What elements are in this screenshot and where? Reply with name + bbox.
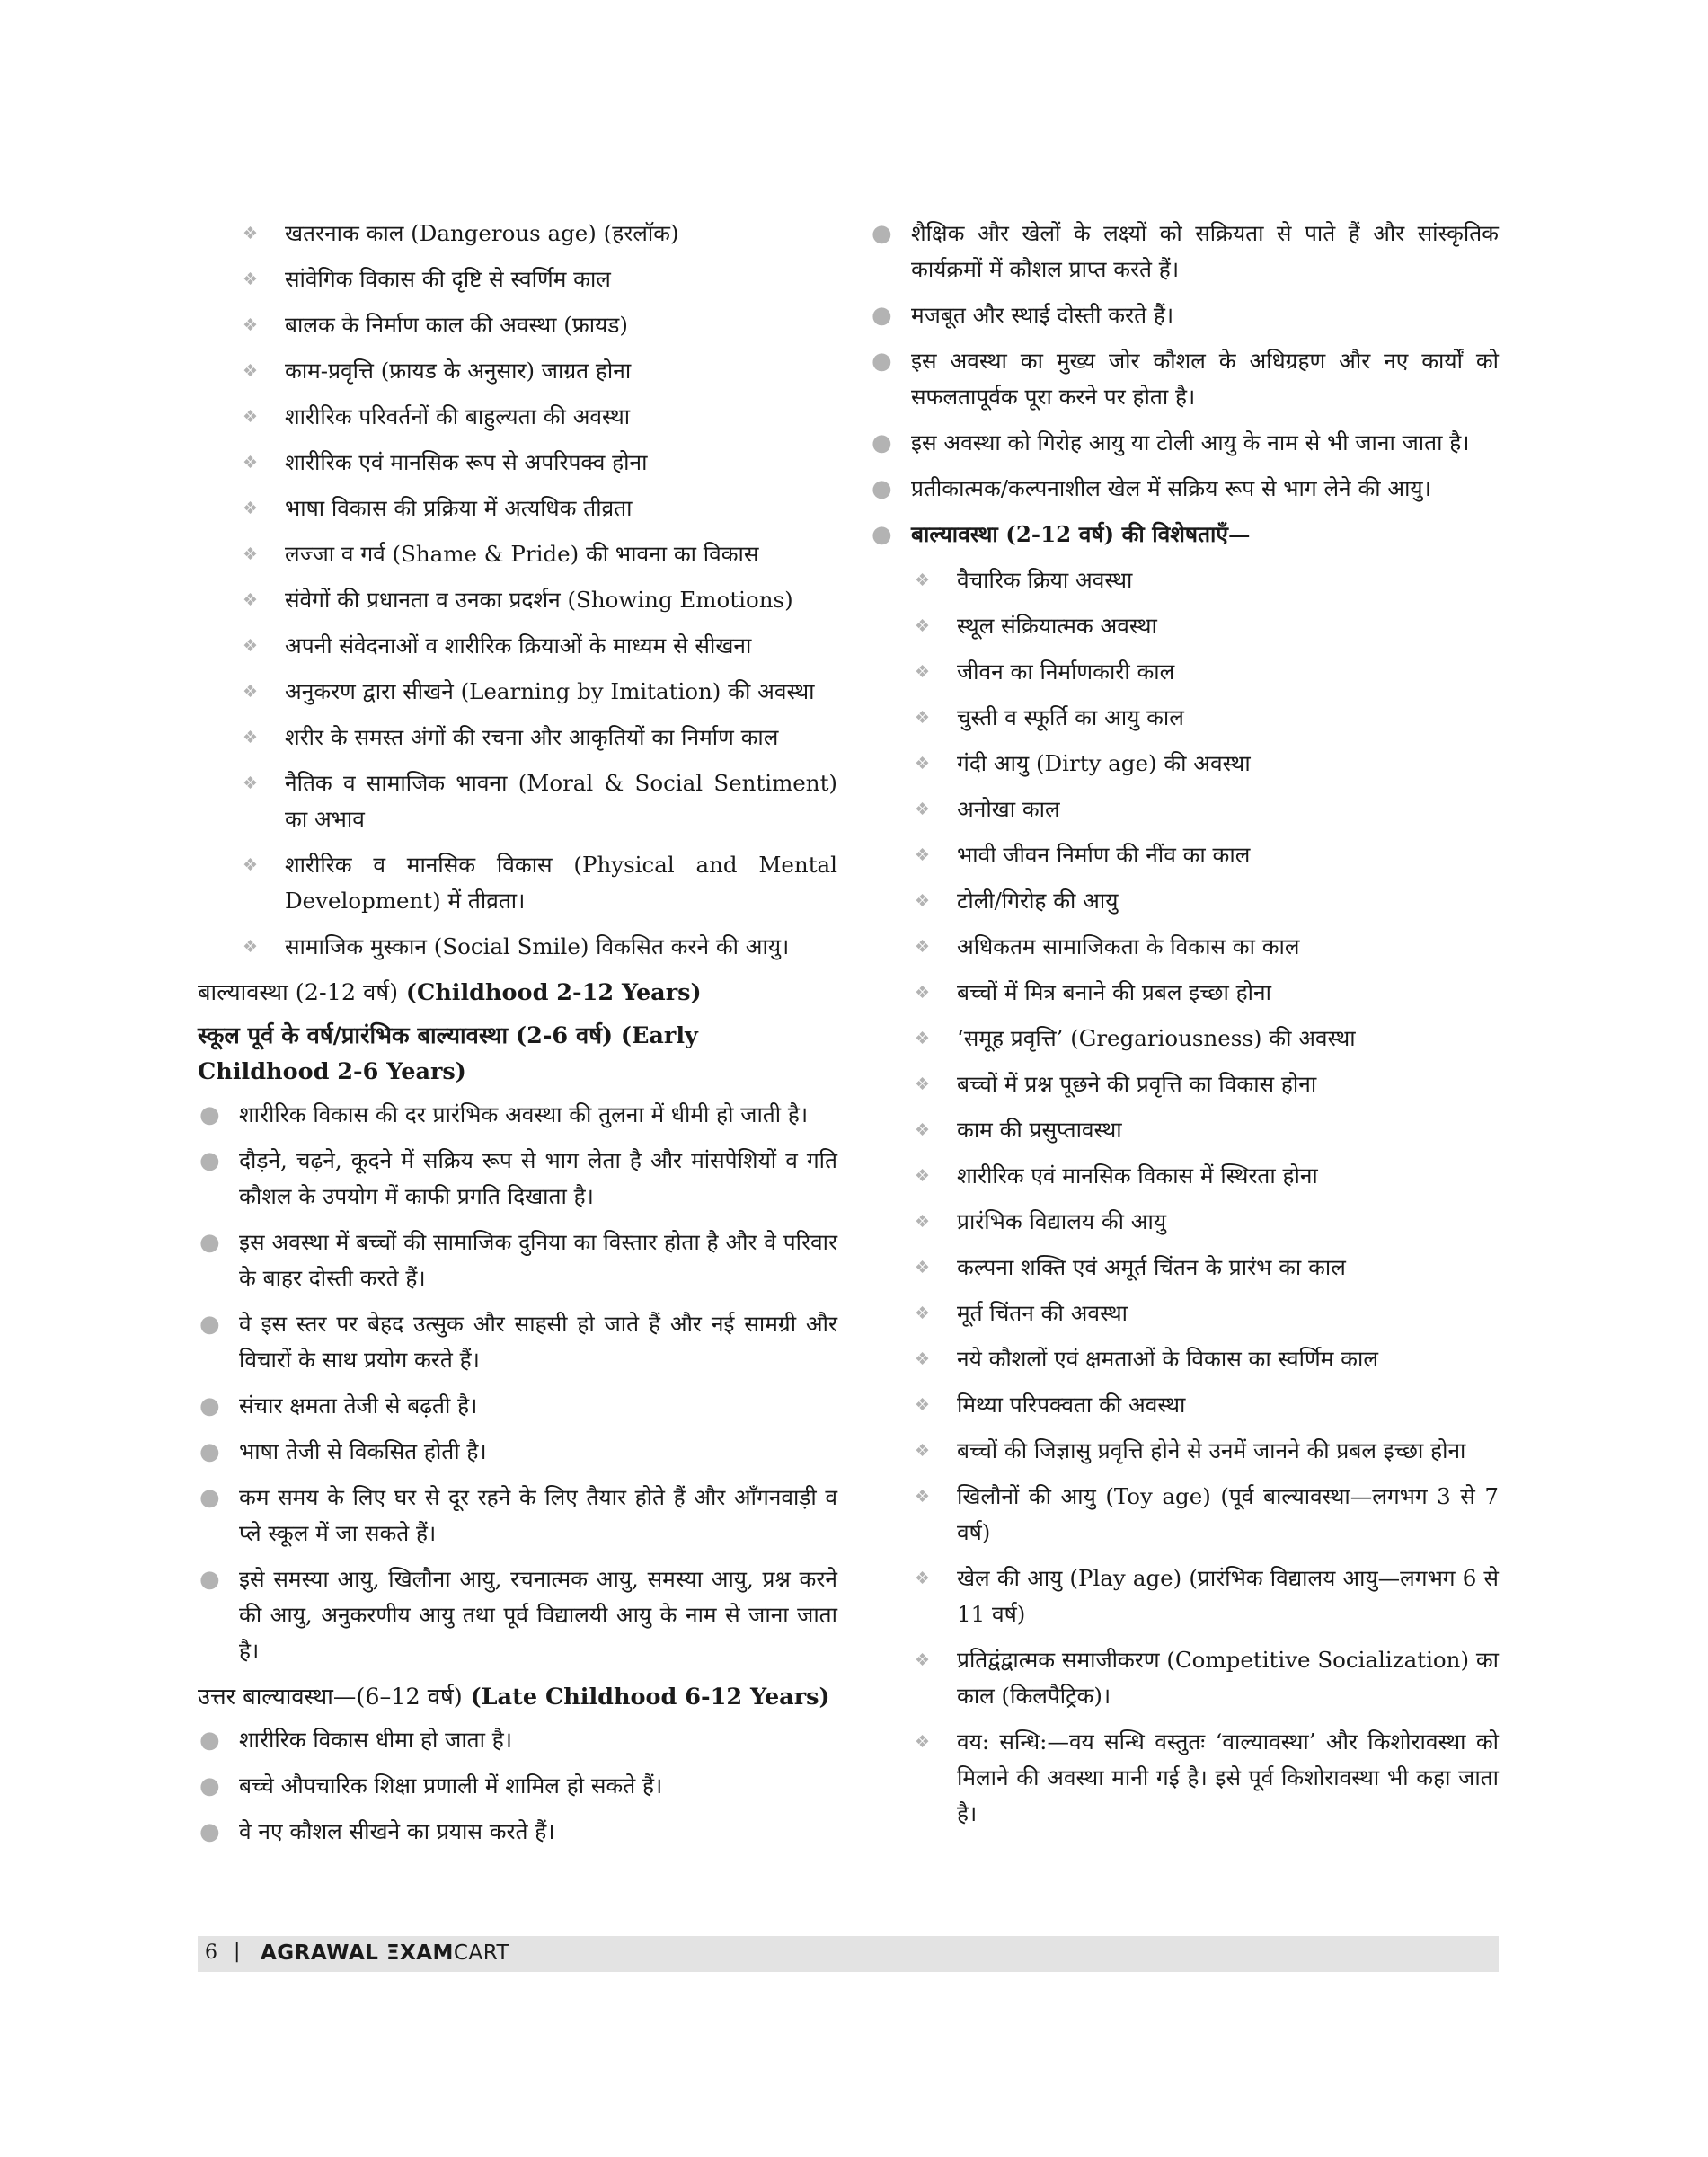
list-item (198, 674, 837, 710)
diamond-bullet-icon: ❖ (915, 800, 931, 819)
list-item-text: इस अवस्था का मुख्य जोर कौशल के अधिग्रहण और नए कार्यों को सफलतापूर्वक पूरा करने पर होता है। (911, 348, 1499, 410)
list-item-text: संवेगों की प्रधानता व उनका प्रदर्शन (Showing Emotions) (285, 587, 793, 613)
list-item (870, 700, 1499, 736)
list-item (870, 837, 1499, 873)
list-item (198, 353, 837, 389)
list-item (198, 1097, 837, 1133)
diamond-bullet-icon: ❖ (243, 407, 259, 427)
dot-bullet-icon: ● (872, 521, 892, 548)
list-item (198, 307, 837, 343)
list-item (870, 1724, 1499, 1832)
list-item (870, 1158, 1499, 1194)
list-item (198, 1480, 837, 1551)
list-item-text: दौड़ने, चढ़ने, कूदने में सक्रिय रूप से भाग लेता है और मांसपेशियों व गति कौशल के उपयोग में काफी प्रगति दिखाता है। (239, 1147, 837, 1209)
diamond-bullet-icon: ❖ (915, 616, 931, 636)
list-item-text: जीवन का निर्माणकारी काल (957, 659, 1175, 685)
publisher-logo-bold: AGRAWAL ΞXAM (261, 1941, 454, 1965)
childhood-heading-hindi: बाल्यावस्था (2-12 वर्ष) (198, 979, 399, 1006)
list-item-text: वे नए कौशल सीखने का प्रयास करते हैं। (239, 1818, 555, 1844)
list-item-text: प्रतीकात्मक/कल्पनाशील खेल में सक्रिय रूप से भाग लेने की आयु। (911, 475, 1431, 501)
diamond-bullet-icon: ❖ (243, 544, 259, 564)
list-item-text: वे इस स्तर पर बेहद उत्सुक और साहसी हो जाते हैं और नई सामग्री और विचारों के साथ प्रयोग करते हैं। (239, 1311, 837, 1373)
list-item-text: इसे समस्या आयु, खिलौना आयु, रचनात्मक आयु, समस्या आयु, प्रश्न करने की आयु, अनुकरणीय आयु तथा पूर्व विद्यालयी आयु के नाम से जाना जाता है। (239, 1566, 837, 1664)
list-item-text: मिथ्या परिपक्वता की अवस्था (957, 1392, 1186, 1418)
diamond-bullet-icon: ❖ (243, 499, 259, 518)
childhood-heading (198, 975, 837, 1011)
dot-bullet-icon: ● (199, 1438, 220, 1465)
dot-bullet-icon: ● (199, 1147, 220, 1174)
list-item-text: खिलौनों की आयु (Toy age) (पूर्व बाल्यावस्था—लगभग 3 से 7 वर्ष) (957, 1483, 1499, 1545)
features-heading-list (870, 517, 1499, 553)
list-item (870, 471, 1499, 507)
publisher-logo (261, 1941, 509, 1965)
list-item-text: इस अवस्था में बच्चों की सामाजिक दुनिया का विस्तार होता है और वे परिवार के बाहर दोस्ती करते हैं। (239, 1229, 837, 1291)
list-item-text: वैचारिक क्रिया अवस्था (957, 567, 1133, 593)
list-item (198, 1561, 837, 1669)
list-item-text: गंदी आयु (Dirty age) की अवस्था (957, 750, 1251, 776)
list-item-text: प्रतिद्वंद्वात्मक समाजीकरण (Competitive Socialization) का काल (किलपैट्रिक)। (957, 1647, 1499, 1709)
list-item (198, 445, 837, 481)
diamond-bullet-icon: ❖ (243, 361, 259, 381)
list-item (198, 1388, 837, 1424)
diamond-bullet-icon: ❖ (915, 1569, 931, 1588)
list-item-text: भाषा तेजी से विकसित होती है। (239, 1438, 487, 1464)
list-item (198, 1434, 837, 1470)
list-item (870, 1341, 1499, 1377)
list-item-text: नये कौशलों एवं क्षमताओं के विकास का स्वर्णिम काल (957, 1346, 1378, 1372)
diamond-bullet-icon: ❖ (915, 662, 931, 682)
diamond-bullet-icon: ❖ (243, 453, 259, 473)
publisher-logo-rest: CART (453, 1941, 510, 1965)
childhood-heading-english: (Childhood 2-12 Years) (405, 979, 702, 1006)
list-item-text: स्थूल संक्रियात्मक अवस्था (957, 613, 1157, 639)
list-item-text: अधिकतम सामाजिकता के विकास का काल (957, 933, 1300, 959)
dot-bullet-icon: ● (872, 429, 892, 456)
list-item (870, 975, 1499, 1011)
list-item (198, 929, 837, 965)
dot-bullet-icon: ● (872, 220, 892, 247)
list-item (198, 491, 837, 526)
diamond-bullet-icon: ❖ (243, 590, 259, 610)
list-item (870, 1479, 1499, 1551)
list-item (198, 765, 837, 837)
list-item-text: सामाजिक मुस्कान (Social Smile) विकसित करने की आयु। (285, 933, 790, 959)
list-item (198, 536, 837, 572)
diamond-bullet-icon: ❖ (915, 1349, 931, 1369)
diamond-bullet-icon: ❖ (915, 1074, 931, 1094)
dot-bullet-icon: ● (199, 1392, 220, 1419)
diamond-bullet-icon: ❖ (915, 1650, 931, 1670)
diamond-bullet-icon: ❖ (915, 754, 931, 774)
list-item-text: खतरनाक काल (Dangerous age) (हरलॉक) (285, 220, 679, 246)
list-item (870, 297, 1499, 333)
diamond-bullet-icon: ❖ (915, 845, 931, 865)
right-column (870, 216, 1499, 1842)
features-heading: बाल्यावस्था (2-12 वर्ष) की विशेषताएँ— (911, 521, 1251, 547)
early-childhood-heading-hindi: स्कूल पूर्व के वर्ष/प्रारंभिक बाल्यावस्था (2-6 वर्ष) (198, 1022, 614, 1049)
diamond-bullet-icon: ❖ (915, 1395, 931, 1415)
list-item-text: शरीर के समस्त अंगों की रचना और आकृतियों का निर्माण काल (285, 724, 779, 750)
diamond-bullet-icon: ❖ (243, 728, 259, 747)
diamond-bullet-icon: ❖ (915, 1487, 931, 1507)
list-item-text: शारीरिक परिवर्तनों की बाहुल्यता की अवस्था (285, 403, 631, 429)
list-item-text: सांवेगिक विकास की दृष्टि से स्वर्णिम काल (285, 266, 611, 292)
list-item-text: वय: सन्धि:—वय सन्धि वस्तुतः ‘वाल्यावस्था’ और किशोरावस्था को मिलाने की अवस्था मानी गई है। इसे पूर्व किशोरावस्था भी कहा जाता है। (957, 1728, 1499, 1826)
diamond-bullet-icon: ❖ (915, 1258, 931, 1277)
list-item (198, 1224, 837, 1296)
footer-separator: | (234, 1940, 241, 1963)
list-item (198, 261, 837, 297)
list-item-text: अनुकरण द्वारा सीखने (Learning by Imitation) की अवस्था (285, 678, 815, 704)
list-item-text: मूर्त चिंतन की अवस्था (957, 1300, 1128, 1326)
diamond-bullet-icon: ❖ (915, 1166, 931, 1186)
list-item (870, 1642, 1499, 1714)
list-item-text: इस अवस्था को गिरोह आयु या टोली आयु के नाम से भी जाना जाता है। (911, 429, 1470, 455)
diamond-bullet-icon: ❖ (915, 1732, 931, 1752)
list-item-text: बच्चे औपचारिक शिक्षा प्रणाली में शामिल हो सकते हैं। (239, 1772, 663, 1799)
page-footer (198, 1936, 1499, 1972)
list-item-text: शारीरिक एवं मानसिक रूप से अपरिपक्व होना (285, 449, 648, 475)
list-item-text: अपनी संवेदनाओं व शारीरिक क्रियाओं के माध्यम से सीखना (285, 632, 752, 659)
diamond-bullet-icon: ❖ (243, 636, 259, 656)
list-item (198, 216, 837, 252)
list-item (870, 1204, 1499, 1240)
early-childhood-heading-english: (Early Childhood 2-6 Years) (198, 1022, 698, 1085)
dot-bullet-icon: ● (199, 1566, 220, 1593)
list-item (198, 1768, 837, 1804)
dot-bullet-icon: ● (199, 1772, 220, 1799)
list-item-text: टोली/गिरोह की आयु (957, 888, 1119, 914)
list-item (198, 582, 837, 618)
early-childhood-list (198, 1097, 837, 1669)
late-childhood-continued-list (870, 216, 1499, 507)
diamond-bullet-icon: ❖ (915, 570, 931, 590)
list-item (198, 1306, 837, 1378)
diamond-bullet-icon: ❖ (243, 315, 259, 335)
diamond-bullet-icon: ❖ (915, 1304, 931, 1323)
list-item (870, 1112, 1499, 1148)
diamond-bullet-icon: ❖ (243, 774, 259, 793)
list-item (870, 562, 1499, 598)
diamond-bullet-icon: ❖ (243, 682, 259, 702)
list-item (870, 1250, 1499, 1286)
diamond-bullet-icon: ❖ (915, 891, 931, 911)
list-item-text: चुस्ती व स्फूर्ति का आयु काल (957, 704, 1184, 730)
characteristics-list (198, 216, 837, 965)
diamond-bullet-icon: ❖ (243, 224, 259, 243)
list-item (870, 216, 1499, 287)
list-item-text: कल्पना शक्ति एवं अमूर्त चिंतन के प्रारंभ का काल (957, 1254, 1346, 1280)
diamond-bullet-icon: ❖ (915, 708, 931, 728)
list-item (870, 929, 1499, 965)
list-item (870, 1433, 1499, 1469)
list-item-text: बच्चों में प्रश्न पूछने की प्रवृत्ति का विकास होना (957, 1071, 1317, 1097)
list-item (870, 654, 1499, 690)
dot-bullet-icon: ● (199, 1101, 220, 1128)
list-item-text: भाषा विकास की प्रक्रिया में अत्यधिक तीव्रता (285, 495, 633, 521)
list-item-text: शारीरिक व मानसिक विकास (Physical and Mental Development) में तीव्रता। (285, 852, 837, 914)
diamond-bullet-icon: ❖ (243, 270, 259, 289)
dot-bullet-icon: ● (872, 475, 892, 502)
list-item-text: ‘समूह प्रवृत्ति’ (Gregariousness) की अवस्था (957, 1025, 1356, 1051)
diamond-bullet-icon: ❖ (243, 855, 259, 875)
list-item-text: मजबूत और स्थाई दोस्ती करते हैं। (911, 302, 1174, 328)
list-item (870, 608, 1499, 644)
diamond-bullet-icon: ❖ (243, 937, 259, 957)
dot-bullet-icon: ● (872, 302, 892, 329)
late-childhood-heading-hindi: उत्तर बाल्यावस्था—(6–12 वर्ष) (198, 1684, 463, 1711)
list-item-text: काम की प्रसुप्तावस्था (957, 1117, 1122, 1143)
list-item-text: प्रारंभिक विद्यालय की आयु (957, 1208, 1167, 1234)
list-item-text: शारीरिक विकास की दर प्रारंभिक अवस्था की तुलना में धीमी हो जाती है। (239, 1101, 809, 1127)
list-item (198, 720, 837, 756)
list-item-text: संचार क्षमता तेजी से बढ़ती है। (239, 1392, 478, 1419)
early-childhood-heading (198, 1018, 837, 1090)
left-column (198, 216, 837, 1860)
list-item (198, 628, 837, 664)
dot-bullet-icon: ● (199, 1818, 220, 1845)
list-item-text: बालक के निर्माण काल की अवस्था (फ्रायड) (285, 312, 628, 338)
list-item (870, 1387, 1499, 1423)
late-childhood-heading (198, 1679, 837, 1715)
features-list (870, 562, 1499, 1832)
page-number: 6 (205, 1941, 217, 1964)
dot-bullet-icon: ● (872, 348, 892, 375)
list-item (870, 1295, 1499, 1331)
dot-bullet-icon: ● (199, 1311, 220, 1338)
list-item-text: कम समय के लिए घर से दूर रहने के लिए तैयार होते हैं और आँगनवाड़ी व प्ले स्कूल में जा सकते हैं। (239, 1484, 837, 1546)
features-heading-item (870, 517, 1499, 553)
list-item (870, 343, 1499, 415)
diamond-bullet-icon: ❖ (915, 1029, 931, 1048)
dot-bullet-icon: ● (199, 1229, 220, 1256)
list-item (198, 399, 837, 435)
dot-bullet-icon: ● (199, 1727, 220, 1754)
list-item-text: शारीरिक विकास धीमा हो जाता है। (239, 1727, 513, 1753)
list-item (198, 1814, 837, 1850)
list-item (870, 791, 1499, 827)
list-item (870, 425, 1499, 461)
list-item-text: लज्जा व गर्व (Shame & Pride) की भावना का विकास (285, 541, 759, 567)
list-item (870, 883, 1499, 919)
list-item-text: खेल की आयु (Play age) (प्रारंभिक विद्यालय आयु—लगभग 6 से 11 वर्ष) (957, 1565, 1499, 1627)
list-item-text: भावी जीवन निर्माण की नींव का काल (957, 842, 1251, 868)
list-item (870, 746, 1499, 782)
list-item (198, 1722, 837, 1758)
diamond-bullet-icon: ❖ (915, 1441, 931, 1461)
dot-bullet-icon: ● (199, 1484, 220, 1511)
list-item (870, 1066, 1499, 1102)
list-item-text: शैक्षिक और खेलों के लक्ष्यों को सक्रियता से पाते हैं और सांस्कृतिक कार्यक्रमों में कौशल प्राप्त करते हैं। (911, 220, 1499, 282)
diamond-bullet-icon: ❖ (915, 983, 931, 1003)
diamond-bullet-icon: ❖ (915, 1120, 931, 1140)
diamond-bullet-icon: ❖ (915, 937, 931, 957)
list-item (198, 1143, 837, 1215)
list-item-text: शारीरिक एवं मानसिक विकास में स्थिरता होना (957, 1162, 1318, 1189)
late-childhood-heading-english: (Late Childhood 6-12 Years) (470, 1684, 830, 1711)
list-item (870, 1560, 1499, 1632)
list-item (870, 1021, 1499, 1056)
list-item-text: काम-प्रवृत्ति (फ्रायड के अनुसार) जाग्रत होना (285, 358, 632, 384)
list-item (198, 847, 837, 919)
diamond-bullet-icon: ❖ (915, 1212, 931, 1232)
list-item-text: अनोखा काल (957, 796, 1060, 822)
late-childhood-list (198, 1722, 837, 1850)
list-item-text: बच्चों में मित्र बनाने की प्रबल इच्छा होना (957, 979, 1271, 1005)
list-item-text: बच्चों की जिज्ञासु प्रवृत्ति होने से उनमें जानने की प्रबल इच्छा होना (957, 1437, 1466, 1463)
list-item-text: नैतिक व सामाजिक भावना (Moral & Social Sentiment) का अभाव (285, 770, 837, 832)
